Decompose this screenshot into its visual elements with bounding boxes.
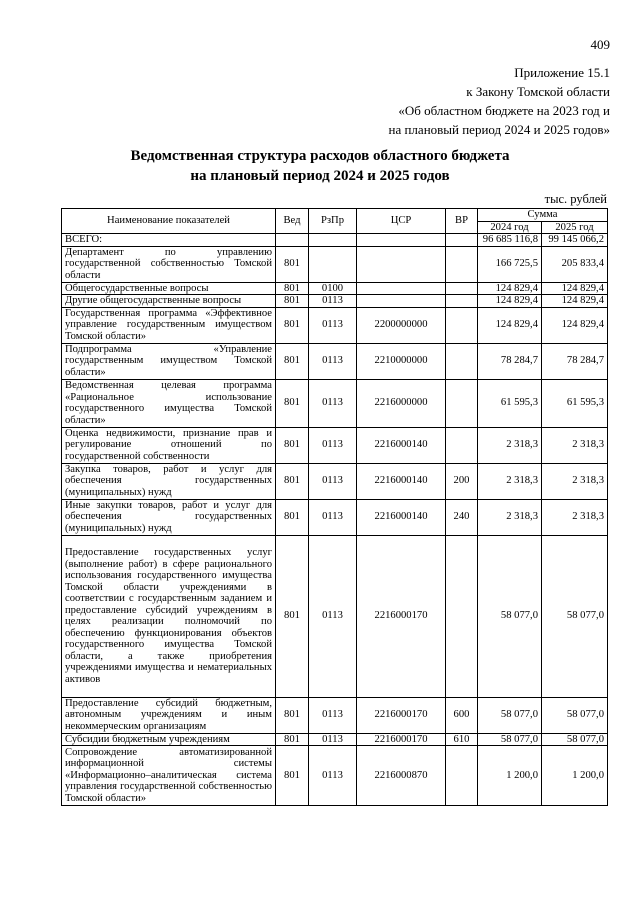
- row-csr: 2216000870: [357, 746, 446, 806]
- row-vr: 200: [446, 463, 478, 499]
- row-name: Общегосударственные вопросы: [62, 282, 276, 295]
- row-rzpr: 0113: [309, 427, 357, 463]
- table-row: [62, 295, 608, 308]
- row-2024: 58 077,0: [478, 697, 542, 733]
- row-csr: 2216000000: [357, 379, 446, 427]
- row-vr: [446, 295, 478, 308]
- row-csr: 2216000170: [357, 535, 446, 697]
- row-rzpr: 0113: [309, 697, 357, 733]
- total-2025: 99 145 066,2: [542, 234, 608, 247]
- row-2025: 2 318,3: [542, 499, 608, 535]
- row-name: Иные закупки товаров, работ и услуг для обеспечения государственных (муниципальных) нужд: [62, 499, 276, 535]
- row-2025: 58 077,0: [542, 733, 608, 746]
- row-ved: 801: [276, 733, 309, 746]
- row-name: Субсидии бюджетным учреждениям: [62, 733, 276, 746]
- row-2024: 1 200,0: [478, 746, 542, 806]
- row-ved: 801: [276, 427, 309, 463]
- row-ved: 801: [276, 535, 309, 697]
- table-row: [62, 463, 608, 499]
- row-vr: [446, 246, 478, 282]
- document-title: [0, 146, 640, 186]
- row-2024: 166 725,5: [478, 246, 542, 282]
- row-vr: 600: [446, 697, 478, 733]
- row-csr: [357, 282, 446, 295]
- title-line-2: на плановый период 2024 и 2025 годов: [190, 168, 450, 184]
- row-rzpr: 0113: [309, 307, 357, 343]
- row-name: Государственная программа «Эффективное управление государственным имуществом Томской области»: [62, 307, 276, 343]
- row-ved: 801: [276, 343, 309, 379]
- total-row: [62, 234, 608, 247]
- row-2025: 61 595,3: [542, 379, 608, 427]
- units-label: тыс. рублей: [544, 192, 607, 206]
- row-2024: 124 829,4: [478, 307, 542, 343]
- row-2024: 2 318,3: [478, 463, 542, 499]
- row-vr: [446, 307, 478, 343]
- row-name: Закупка товаров, работ и услуг для обеспечения государственных (муниципальных) нужд: [62, 463, 276, 499]
- row-ved: 801: [276, 746, 309, 806]
- header-2025: 2025 год: [542, 221, 608, 234]
- row-rzpr: 0113: [309, 463, 357, 499]
- row-csr: 2216000170: [357, 733, 446, 746]
- row-vr: [446, 427, 478, 463]
- row-name: Ведомственная целевая программа «Рациональное использование государственного имущества Томской области»: [62, 379, 276, 427]
- header-2024: 2024 год: [478, 221, 542, 234]
- row-2024: 2 318,3: [478, 499, 542, 535]
- row-2025: 58 077,0: [542, 535, 608, 697]
- row-csr: 2200000000: [357, 307, 446, 343]
- row-vr: [446, 535, 478, 697]
- appendix-line-1: Приложение 15.1: [514, 65, 610, 80]
- row-rzpr: 0113: [309, 535, 357, 697]
- row-name: Департамент по управлению государственной собственностью Томской области: [62, 246, 276, 282]
- title-line-1: Ведомственная структура расходов областного бюджета: [130, 148, 510, 164]
- appendix-line-3: «Об областном бюджете на 2023 год и: [398, 103, 610, 118]
- total-2024: 96 685 116,8: [478, 234, 542, 247]
- row-2024: 124 829,4: [478, 282, 542, 295]
- row-csr: [357, 295, 446, 308]
- appendix-line-2: к Закону Томской области: [466, 84, 610, 99]
- header-ved: Вед: [276, 209, 309, 234]
- row-2025: 1 200,0: [542, 746, 608, 806]
- row-ved: 801: [276, 379, 309, 427]
- table-row: [62, 282, 608, 295]
- row-2024: 61 595,3: [478, 379, 542, 427]
- row-rzpr: [309, 246, 357, 282]
- row-2024: 58 077,0: [478, 535, 542, 697]
- row-2025: 124 829,4: [542, 295, 608, 308]
- row-rzpr: 0113: [309, 733, 357, 746]
- row-rzpr: 0113: [309, 379, 357, 427]
- row-csr: 2216000170: [357, 697, 446, 733]
- row-csr: 2216000140: [357, 427, 446, 463]
- table-row: [62, 343, 608, 379]
- row-rzpr: 0113: [309, 343, 357, 379]
- table-row: [62, 307, 608, 343]
- row-2024: 2 318,3: [478, 427, 542, 463]
- row-vr: [446, 282, 478, 295]
- row-csr: [357, 246, 446, 282]
- header-sum: Сумма: [478, 209, 608, 222]
- page-number: 409: [590, 37, 610, 52]
- row-rzpr: 0113: [309, 295, 357, 308]
- row-rzpr: 0100: [309, 282, 357, 295]
- table-row: [62, 746, 608, 806]
- table-body: [62, 234, 608, 806]
- row-ved: 801: [276, 697, 309, 733]
- row-name: Сопровождение автоматизированной информационной системы «Информационно–аналитическая система управления государственной собственностью Томской области»: [62, 746, 276, 806]
- row-ved: 801: [276, 307, 309, 343]
- row-2025: 78 284,7: [542, 343, 608, 379]
- total-label: ВСЕГО:: [62, 234, 276, 247]
- row-vr: [446, 746, 478, 806]
- row-rzpr: 0113: [309, 499, 357, 535]
- table-row: [62, 697, 608, 733]
- row-ved: 801: [276, 282, 309, 295]
- row-name: Подпрограмма «Управление государственным имуществом Томской области»: [62, 343, 276, 379]
- row-2024: 58 077,0: [478, 733, 542, 746]
- row-2025: 58 077,0: [542, 697, 608, 733]
- table-row: [62, 246, 608, 282]
- row-ved: 801: [276, 295, 309, 308]
- appendix-header: [389, 63, 611, 139]
- appendix-line-4: на плановый период 2024 и 2025 годов»: [388, 122, 610, 137]
- row-vr: [446, 343, 478, 379]
- row-csr: 2210000000: [357, 343, 446, 379]
- row-2024: 124 829,4: [478, 295, 542, 308]
- row-2025: 2 318,3: [542, 427, 608, 463]
- row-ved: 801: [276, 246, 309, 282]
- row-2025: 124 829,4: [542, 282, 608, 295]
- table-row: [62, 499, 608, 535]
- row-ved: 801: [276, 499, 309, 535]
- row-vr: 610: [446, 733, 478, 746]
- row-vr: [446, 379, 478, 427]
- header-name: Наименование показателей: [62, 209, 276, 234]
- row-2025: 2 318,3: [542, 463, 608, 499]
- row-2025: 124 829,4: [542, 307, 608, 343]
- table-row: [62, 535, 608, 697]
- row-name: Предоставление субсидий бюджетным, автономным учреждениям и иным некоммерческим организациям: [62, 697, 276, 733]
- row-name: Оценка недвижимости, признание прав и регулирование отношений по государственной собственности: [62, 427, 276, 463]
- header-vr: ВР: [446, 209, 478, 234]
- table-row: [62, 379, 608, 427]
- row-rzpr: 0113: [309, 746, 357, 806]
- row-csr: 2216000140: [357, 463, 446, 499]
- header-rzpr: РзПр: [309, 209, 357, 234]
- row-ved: 801: [276, 463, 309, 499]
- row-name: Другие общегосударственные вопросы: [62, 295, 276, 308]
- row-csr: 2216000140: [357, 499, 446, 535]
- budget-table: [61, 208, 608, 806]
- table-row: [62, 733, 608, 746]
- row-vr: 240: [446, 499, 478, 535]
- row-name: Предоставление государственных услуг (выполнение работ) в сфере рационального использования государственного имущества Томской области учреждениями в соответствии с государственным заданием и предоставление субсидий учреждениям в целях реализации полномочий по обеспечению функционирования объектов государственного имущества Томской области, а также приобретения учреждениями имущества и нематериальных активов: [62, 535, 276, 697]
- row-2025: 205 833,4: [542, 246, 608, 282]
- header-csr: ЦСР: [357, 209, 446, 234]
- table-row: [62, 427, 608, 463]
- row-2024: 78 284,7: [478, 343, 542, 379]
